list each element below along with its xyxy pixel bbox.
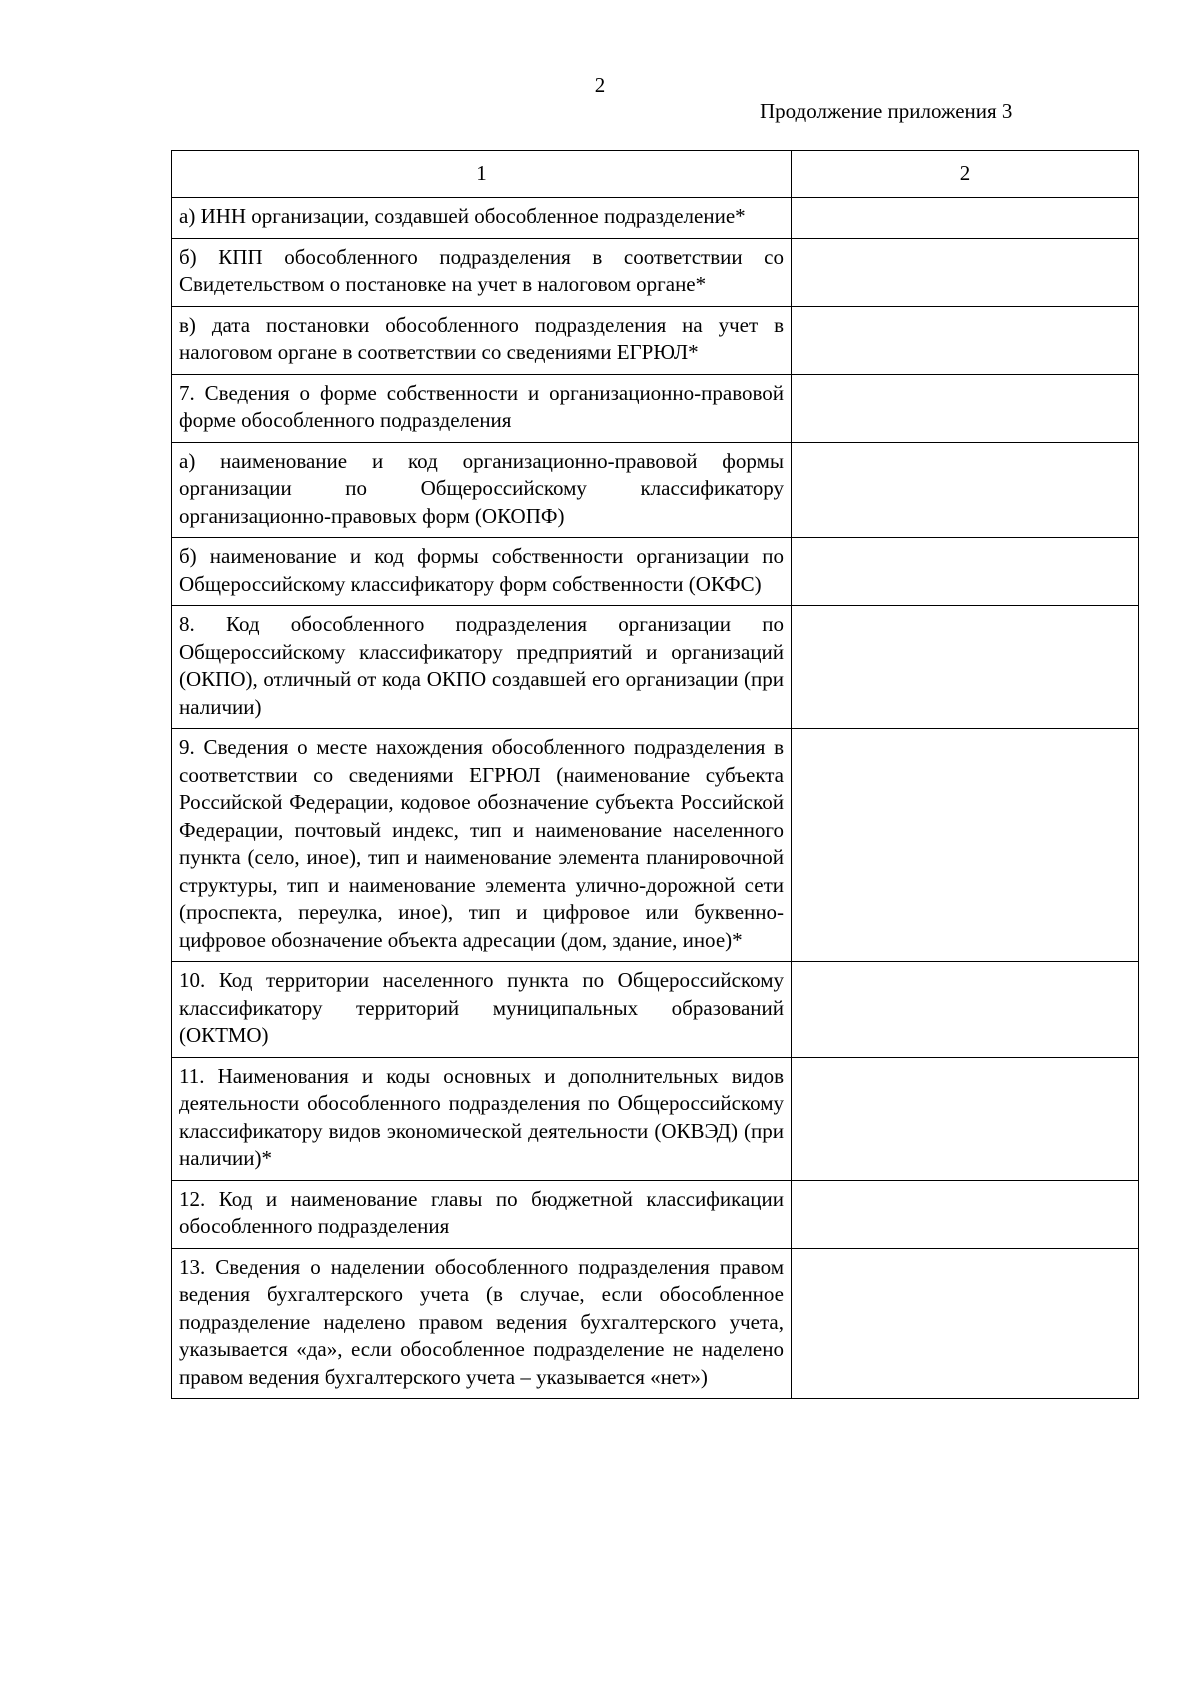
row-value-cell[interactable]	[792, 198, 1139, 239]
continuation-label: Продолжение приложения 3	[760, 99, 1013, 123]
column-header-1: 1	[172, 151, 792, 198]
row-value-cell[interactable]	[792, 538, 1139, 606]
row-value-cell[interactable]	[792, 1248, 1139, 1399]
row-label: а) ИНН организации, создавшей обособленное подразделение*	[172, 198, 792, 239]
table-row	[172, 729, 1139, 962]
table-row	[172, 606, 1139, 729]
row-value-cell[interactable]	[792, 238, 1139, 306]
table-header-row	[172, 151, 1139, 198]
row-label: 8. Код обособленного подразделения организации по Общероссийскому классификатору предприятий и организаций (ОКПО), отличный от кода ОКПО создавшей его организации (при наличии)	[172, 606, 792, 729]
row-label: а) наименование и код организационно-правовой формы организации по Общероссийскому классификатору организационно-правовых форм (ОКОПФ)	[172, 442, 792, 538]
row-value-cell[interactable]	[792, 306, 1139, 374]
row-label: 13. Сведения о наделении обособленного подразделения правом ведения бухгалтерского учета (в случае, если обособленное подразделение наделено правом ведения бухгалтерского учета, указывается «да», если обособленное подразделение не наделено правом ведения бухгалтерского учета – указывается «нет»)	[172, 1248, 792, 1399]
table-row	[172, 198, 1139, 239]
table-row	[172, 442, 1139, 538]
row-value-cell[interactable]	[792, 442, 1139, 538]
row-value-cell[interactable]	[792, 1180, 1139, 1248]
form-table	[171, 150, 1139, 1399]
table-row	[172, 962, 1139, 1058]
row-label: 12. Код и наименование главы по бюджетной классификации обособленного подразделения	[172, 1180, 792, 1248]
table-row	[172, 306, 1139, 374]
row-label: в) дата постановки обособленного подразделения на учет в налоговом органе в соответствии со сведениями ЕГРЮЛ*	[172, 306, 792, 374]
table-row	[172, 1180, 1139, 1248]
row-label: 11. Наименования и коды основных и дополнительных видов деятельности обособленного подразделения по Общероссийскому классификатору видов экономической деятельности (ОКВЭД) (при наличии)*	[172, 1057, 792, 1180]
row-label: 10. Код территории населенного пункта по Общероссийскому классификатору территорий муниципальных образований (ОКТМО)	[172, 962, 792, 1058]
row-value-cell[interactable]	[792, 606, 1139, 729]
table-row	[172, 1248, 1139, 1399]
row-label: б) КПП обособленного подразделения в соответствии со Свидетельством о постановке на учет в налоговом органе*	[172, 238, 792, 306]
row-value-cell[interactable]	[792, 729, 1139, 962]
column-header-2: 2	[792, 151, 1139, 198]
row-label: 9. Сведения о месте нахождения обособленного подразделения в соответствии со сведениями ЕГРЮЛ (наименование субъекта Российской Федерации, кодовое обозначение субъекта Российской Федерации, почтовый индекс, тип и наименование населенного пункта (село, иное), тип и наименование элемента планировочной структуры, тип и наименование элемента улично-дорожной сети (проспекта, переулка, иное), тип и цифровое или буквенно-цифровое обозначение объекта адресации (дом, здание, иное)*	[172, 729, 792, 962]
row-label: б) наименование и код формы собственности организации по Общероссийскому классификатору форм собственности (ОКФС)	[172, 538, 792, 606]
row-value-cell[interactable]	[792, 1057, 1139, 1180]
row-value-cell[interactable]	[792, 962, 1139, 1058]
row-value-cell[interactable]	[792, 374, 1139, 442]
row-label: 7. Сведения о форме собственности и организационно-правовой форме обособленного подразделения	[172, 374, 792, 442]
table-row	[172, 238, 1139, 306]
table-row	[172, 374, 1139, 442]
table-row	[172, 1057, 1139, 1180]
page-number: 2	[594, 73, 606, 97]
table-row	[172, 538, 1139, 606]
